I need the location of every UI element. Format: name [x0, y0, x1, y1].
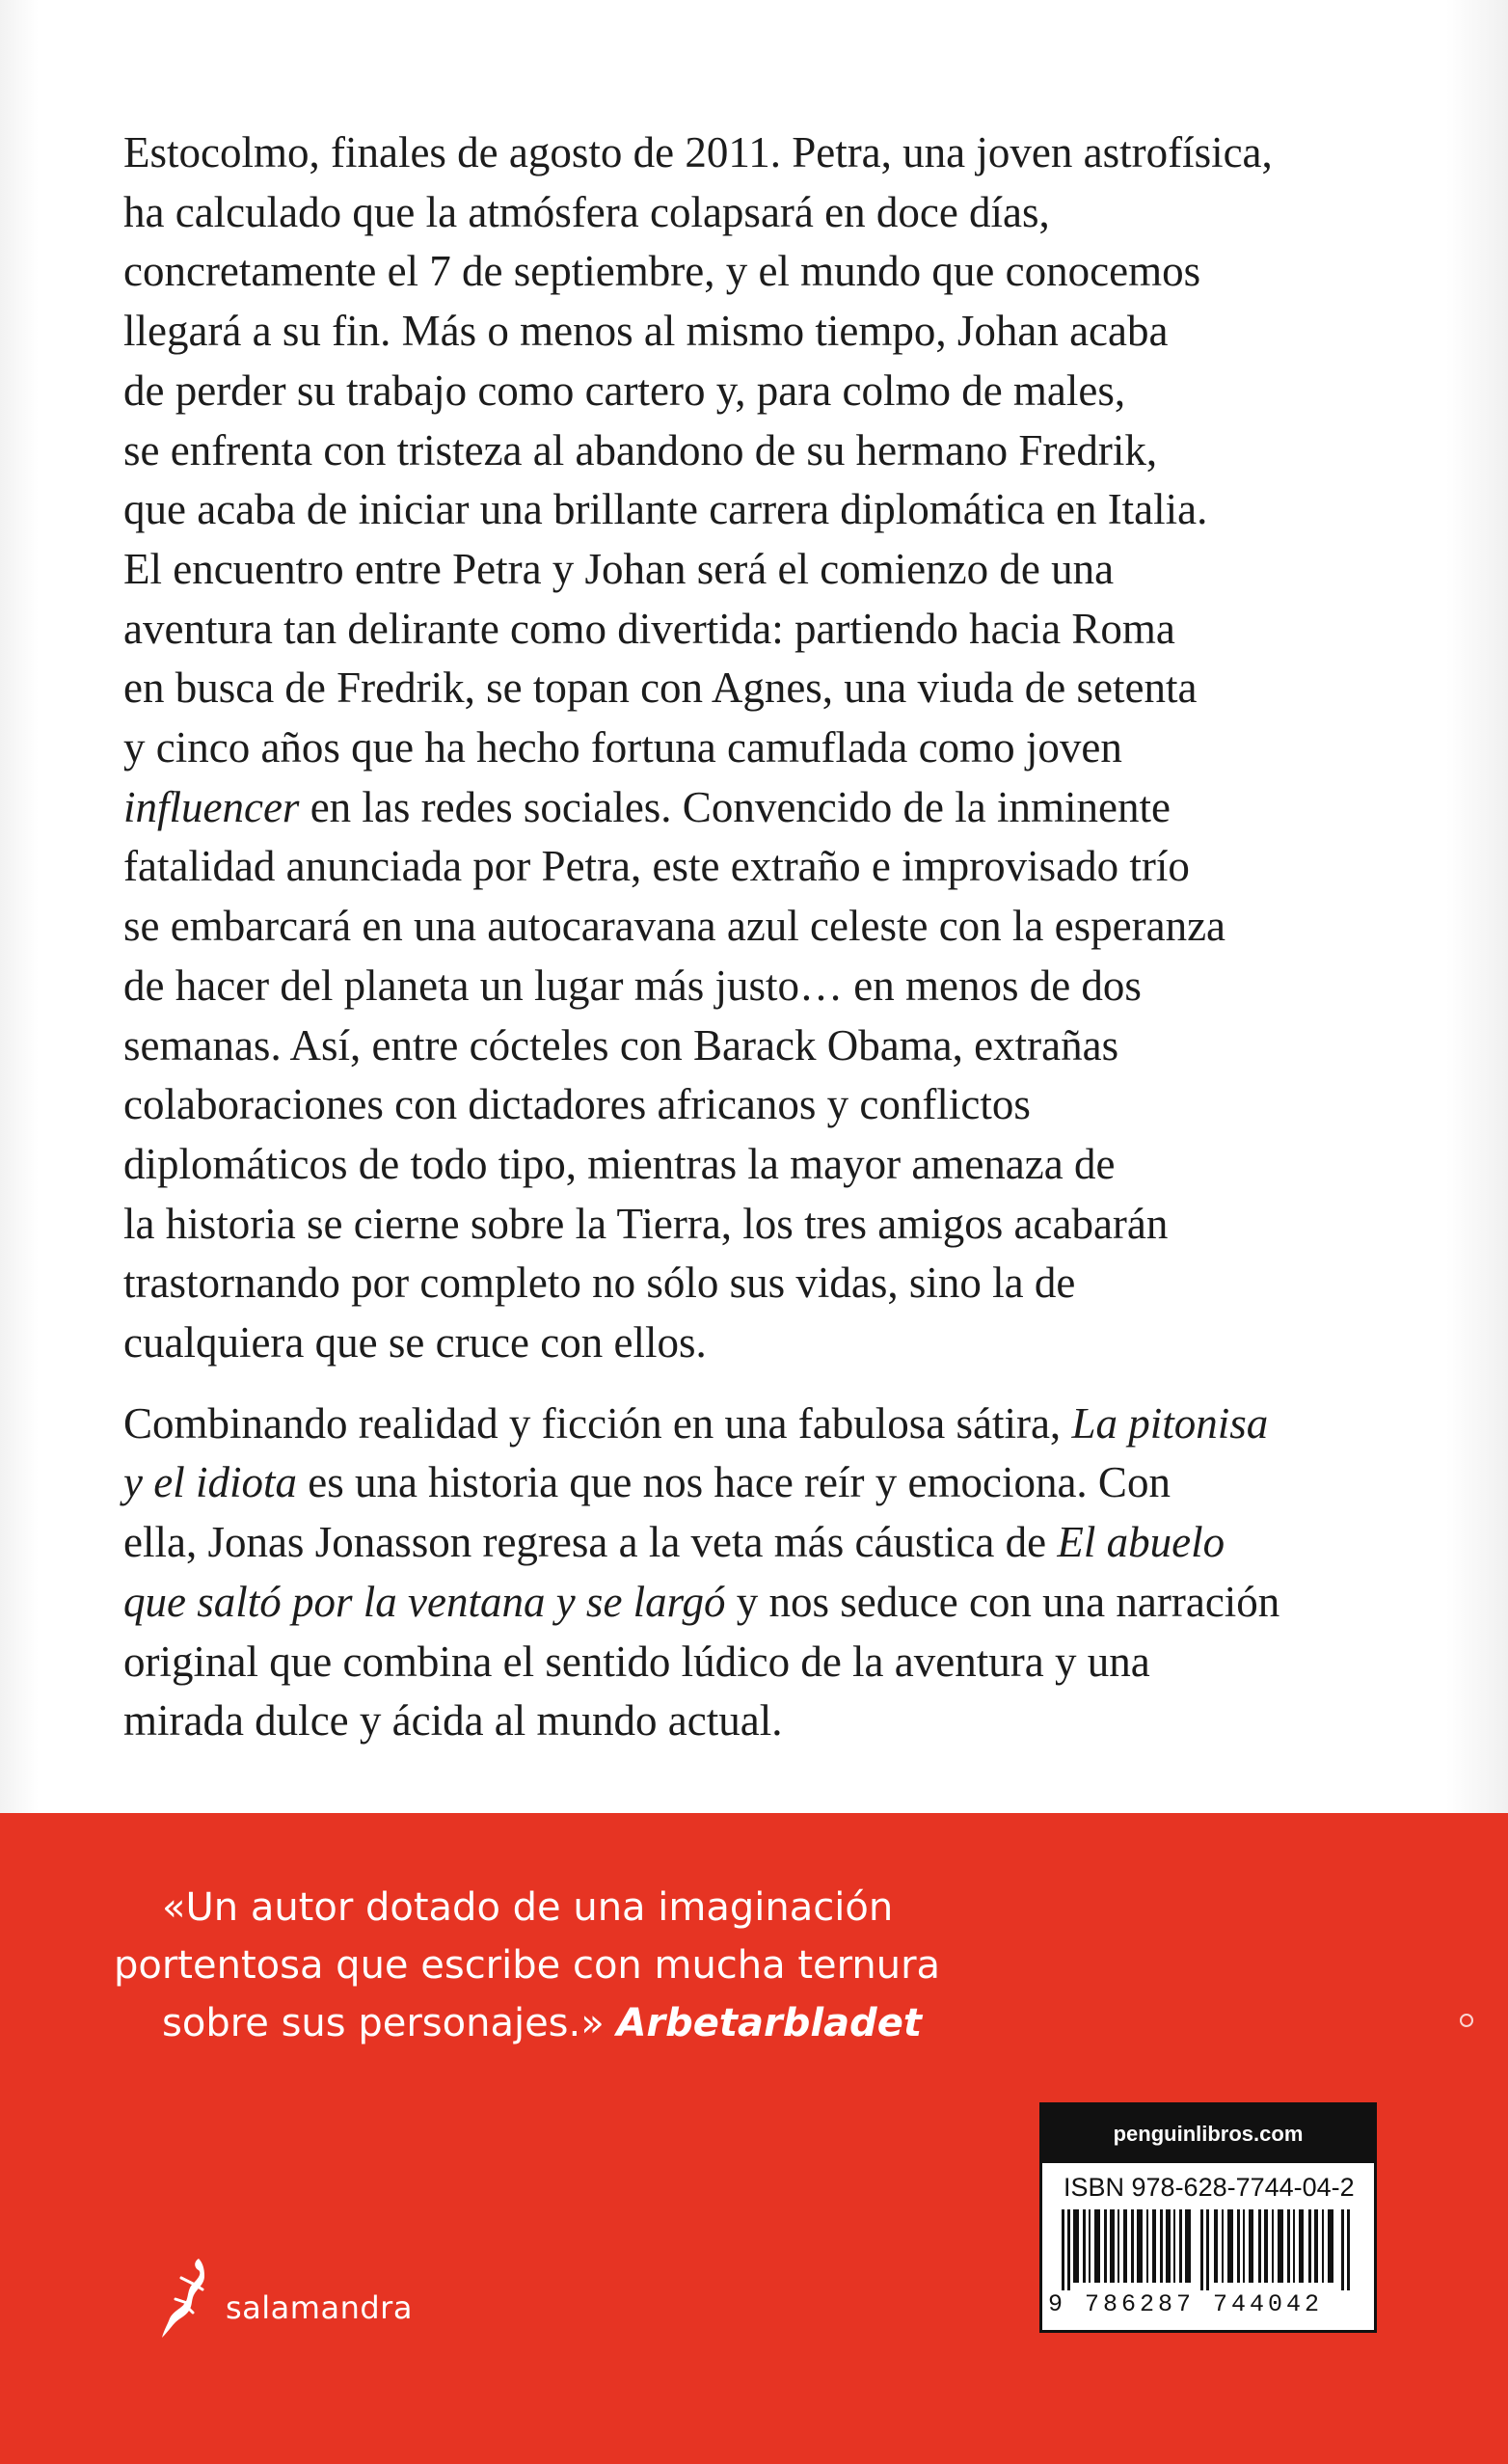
- book-title: El abuelo: [1057, 1518, 1225, 1567]
- synopsis-line: original que combina el sentido lúdico de la aventura y una: [123, 1637, 1150, 1686]
- synopsis-line: diplomáticos de todo tipo, mientras la mayor amenaza de: [123, 1139, 1116, 1188]
- book-title: La pitonisa: [1071, 1398, 1269, 1448]
- synopsis-line-text: y nos seduce con una narración: [725, 1577, 1280, 1626]
- quote-line: portentosa que escribe con mucha ternura: [114, 1943, 941, 1988]
- synopsis-line: semanas. Así, entre cócteles con Barack Obama, extrañas: [123, 1020, 1119, 1070]
- synopsis-line: [123, 778, 1396, 838]
- synopsis-line: Estocolmo, finales de agosto de 2011. Petra, una joven astrofísica,: [123, 128, 1273, 176]
- synopsis-line: que acaba de iniciar una brillante carrera diplomática en Italia.: [123, 485, 1208, 534]
- synopsis-line: de hacer del planeta un lugar más justo… en menos de dos: [123, 961, 1142, 1010]
- synopsis-line: la historia se cierne sobre la Tierra, los tres amigos acabarán: [123, 1199, 1169, 1248]
- italic-term: influencer: [123, 782, 300, 831]
- barcode-digits: 9 786287 744042: [1048, 2290, 1324, 2318]
- synopsis-line: de perder su trabajo como cartero y, para colmo de males,: [123, 366, 1126, 415]
- isbn-label: ISBN 978-628-7744-04-2: [1064, 2173, 1355, 2202]
- quote-line: «Un autor dotado de una imaginación: [162, 1885, 894, 1930]
- quote-line: [114, 1994, 1174, 2052]
- synopsis-line: trastornando por completo no sólo sus vidas, sino la de: [123, 1259, 1076, 1308]
- synopsis-paragraph-2: [123, 1394, 1396, 1751]
- synopsis-line: ha calculado que la atmósfera colapsará en doce días,: [123, 187, 1050, 236]
- press-quote: [114, 1879, 1174, 2052]
- synopsis-line: se embarcará en una autocaravana azul celeste con la esperanza: [123, 902, 1226, 951]
- synopsis-line: [123, 1573, 1396, 1633]
- synopsis-line: fatalidad anunciada por Petra, este extraño e improvisado trío: [123, 842, 1190, 891]
- synopsis-line: [123, 1453, 1396, 1513]
- synopsis-line: cualquiera que se cruce con ellos.: [123, 1318, 707, 1367]
- synopsis-line-text: en las redes sociales. Convencido de la inminente: [299, 782, 1171, 831]
- publisher-website: penguinlibros.com: [1042, 2105, 1374, 2163]
- synopsis-line: [123, 1394, 1396, 1454]
- publisher-name: salamandra: [226, 2289, 413, 2326]
- synopsis-line: El encuentro entre Petra y Johan será el comienzo de una: [123, 544, 1115, 593]
- synopsis-line: y cinco años que ha hecho fortuna camuflada como joven: [123, 723, 1122, 772]
- book-title: y el idiota: [123, 1458, 297, 1507]
- synopsis-line: se enfrenta con tristeza al abandono de su hermano Fredrik,: [123, 425, 1158, 474]
- synopsis-line-text: Combinando realidad y ficción en una fabulosa sátira,: [123, 1398, 1072, 1448]
- corner-dot: [1460, 2014, 1473, 2027]
- synopsis-line: aventura tan delirante como divertida: partiendo hacia Roma: [123, 604, 1175, 653]
- synopsis-line: [123, 1513, 1396, 1573]
- barcode-box: [1039, 2102, 1377, 2333]
- publisher-logo: [160, 2255, 469, 2342]
- barcode-bars: [1060, 2209, 1359, 2290]
- quote-line-text: sobre sus personajes.»: [162, 2001, 617, 2045]
- quote-source: Arbetarbladet: [616, 2001, 922, 2045]
- synopsis-line-text: ella, Jonas Jonasson regresa a la veta más cáustica de: [123, 1518, 1058, 1567]
- synopsis-line: llegará a su fin. Más o menos al mismo tiempo, Johan acaba: [123, 307, 1169, 356]
- synopsis-line: concretamente el 7 de septiembre, y el mundo que conocemos: [123, 247, 1201, 296]
- synopsis-line: en busca de Fredrik, se topan con Agnes, una viuda de setenta: [123, 663, 1198, 713]
- synopsis-text: [123, 123, 1396, 1751]
- synopsis-line-text: es una historia que nos hace reír y emociona. Con: [296, 1458, 1171, 1507]
- book-title: que saltó por la ventana y se largó: [123, 1577, 726, 1626]
- salamander-icon: [160, 2255, 222, 2342]
- synopsis-line: colaboraciones con dictadores africanos y conflictos: [123, 1080, 1031, 1129]
- synopsis-line: mirada dulce y ácida al mundo actual.: [123, 1696, 783, 1746]
